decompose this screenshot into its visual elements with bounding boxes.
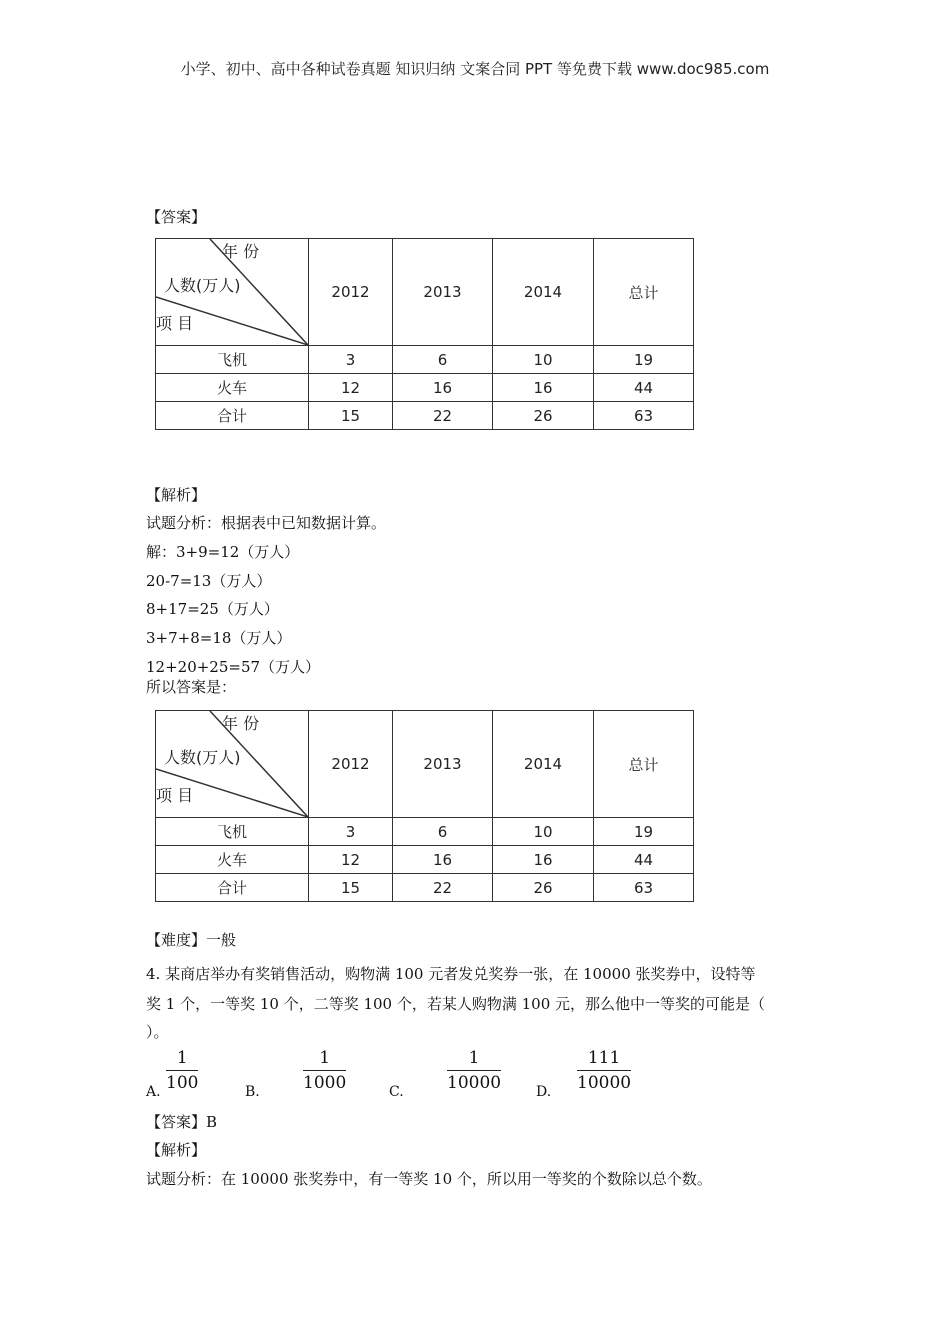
row-name: 火车 xyxy=(156,374,309,402)
table-cell: 10 xyxy=(493,346,594,374)
column-header: 2012 xyxy=(309,239,393,346)
answer-label: 【答案】 xyxy=(146,208,207,226)
analysis-label: 【解析】 xyxy=(146,486,207,504)
row-name: 飞机 xyxy=(156,346,309,374)
corner-item: 项 目 xyxy=(156,314,194,333)
table-row xyxy=(156,846,694,874)
table-cell: 12 xyxy=(309,374,393,402)
row-name: 合计 xyxy=(156,402,309,430)
question-text-line3: ）。 xyxy=(146,1023,169,1041)
table-cell: 44 xyxy=(594,846,694,874)
difficulty-label: 【难度】一般 xyxy=(146,931,237,949)
analysis-line: 8+17=25（万人） xyxy=(146,600,279,618)
denominator: 10000 xyxy=(447,1073,502,1093)
column-header: 2013 xyxy=(393,239,493,346)
row-name: 飞机 xyxy=(156,818,309,846)
table-cell: 26 xyxy=(493,874,594,902)
answer-table-repeat xyxy=(155,710,694,902)
corner-people: 人数(万人) xyxy=(164,276,241,295)
table-row xyxy=(156,346,694,374)
analysis-line: 所以答案是： xyxy=(146,678,237,696)
column-header: 2013 xyxy=(393,711,493,818)
corner-cell xyxy=(156,239,309,346)
analysis2-label: 【解析】 xyxy=(146,1141,207,1159)
answer-table xyxy=(155,238,694,430)
table-cell: 16 xyxy=(393,374,493,402)
table-cell: 3 xyxy=(309,346,393,374)
numerator: 1 xyxy=(303,1048,346,1071)
table-cell: 16 xyxy=(493,846,594,874)
analysis-line: 解：3+9=12（万人） xyxy=(146,543,300,561)
column-header: 2014 xyxy=(493,239,594,346)
table-row xyxy=(156,874,694,902)
corner-year: 年 份 xyxy=(222,714,260,733)
table-cell: 15 xyxy=(309,402,393,430)
column-header: 总计 xyxy=(594,711,694,818)
corner-cell xyxy=(156,711,309,818)
column-header: 2014 xyxy=(493,711,594,818)
denominator: 10000 xyxy=(577,1073,632,1093)
table-cell: 6 xyxy=(393,818,493,846)
option-d-label: D. xyxy=(536,1084,552,1100)
table-cell: 16 xyxy=(393,846,493,874)
table-row xyxy=(156,402,694,430)
table-cell: 22 xyxy=(393,874,493,902)
column-header: 总计 xyxy=(594,239,694,346)
table-cell: 12 xyxy=(309,846,393,874)
option-c-fraction xyxy=(447,1048,501,1093)
table-cell: 19 xyxy=(594,346,694,374)
question-text-line2: 奖 1 个，一等奖 10 个，二等奖 100 个，若某人购物满 100 元，那么他中一等奖的可能是（ xyxy=(146,995,766,1013)
option-a-label: A. xyxy=(146,1084,161,1100)
table-cell: 63 xyxy=(594,874,694,902)
analysis2-text: 试题分析：在 10000 张奖券中，有一等奖 10 个，所以用一等奖的个数除以总个数。 xyxy=(146,1170,712,1188)
denominator: 1000 xyxy=(303,1073,347,1093)
row-name: 合计 xyxy=(156,874,309,902)
table-cell: 19 xyxy=(594,818,694,846)
denominator: 100 xyxy=(166,1073,199,1093)
table-cell: 22 xyxy=(393,402,493,430)
numerator: 1 xyxy=(166,1048,198,1071)
corner-item: 项 目 xyxy=(156,786,194,805)
answer2-label: 【答案】B xyxy=(146,1113,218,1131)
table-cell: 44 xyxy=(594,374,694,402)
table-cell: 26 xyxy=(493,402,594,430)
numerator: 111 xyxy=(577,1048,631,1071)
table-cell: 16 xyxy=(493,374,594,402)
analysis-line: 试题分析：根据表中已知数据计算。 xyxy=(146,514,387,532)
option-b-fraction xyxy=(303,1048,346,1093)
table-cell: 3 xyxy=(309,818,393,846)
page-header: 小学、初中、高中各种试卷真题 知识归纳 文案合同 PPT 等免费下载 www.doc985.com xyxy=(180,60,770,78)
table-row xyxy=(156,818,694,846)
corner-people: 人数(万人) xyxy=(164,748,241,767)
option-c-label: C. xyxy=(389,1084,404,1100)
option-d-fraction xyxy=(577,1048,631,1093)
option-b-label: B. xyxy=(245,1084,260,1100)
question-text-line1: 4. 某商店举办有奖销售活动，购物满 100 元者发兑奖券一张，在 10000 张奖券中，设特等 xyxy=(146,965,756,983)
corner-year: 年 份 xyxy=(222,242,260,261)
analysis-line: 20-7=13（万人） xyxy=(146,572,272,590)
table-cell: 6 xyxy=(393,346,493,374)
analysis-line: 3+7+8=18（万人） xyxy=(146,629,292,647)
analysis-line: 12+20+25=57（万人） xyxy=(146,658,321,676)
table-cell: 63 xyxy=(594,402,694,430)
row-name: 火车 xyxy=(156,846,309,874)
table-cell: 10 xyxy=(493,818,594,846)
column-header: 2012 xyxy=(309,711,393,818)
table-cell: 15 xyxy=(309,874,393,902)
numerator: 1 xyxy=(447,1048,501,1071)
option-a-fraction xyxy=(166,1048,198,1093)
table-row xyxy=(156,374,694,402)
